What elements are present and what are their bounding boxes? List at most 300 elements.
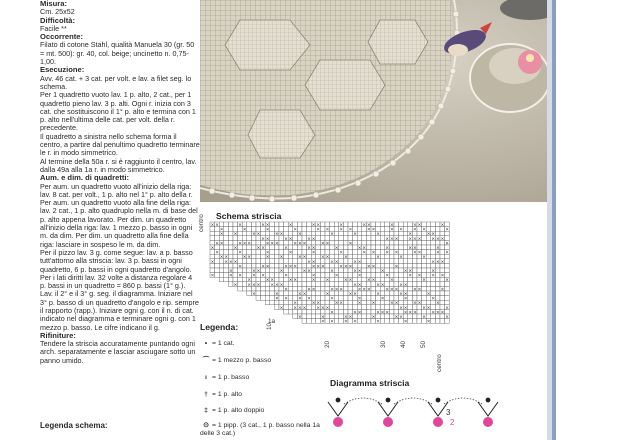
schema-cell <box>215 231 220 236</box>
schema-cell <box>242 286 247 291</box>
schema-filled-mark: × <box>302 241 307 247</box>
schema-filled-mark: × <box>394 236 399 242</box>
schema-cell <box>431 222 436 227</box>
schema-cell <box>380 236 385 241</box>
schema-cell <box>435 291 440 296</box>
schema-cell <box>348 286 353 291</box>
schema-cell <box>270 250 275 255</box>
schema-cell <box>412 277 417 282</box>
schema-cell <box>219 277 224 282</box>
schema-cell <box>219 268 224 273</box>
schema-cell <box>348 250 353 255</box>
schema-cell <box>219 222 224 227</box>
schema-filled-mark: × <box>362 246 367 251</box>
schema-cell <box>256 227 261 232</box>
schema-cell <box>389 309 394 314</box>
diagramma-picot <box>383 417 393 427</box>
schema-filled-mark: × <box>344 255 348 261</box>
schema-filled-mark: × <box>445 227 449 233</box>
schema-filled-mark: × <box>353 319 357 325</box>
schema-row-label-30: 30 <box>380 340 387 348</box>
schema-filled-mark: × <box>265 255 270 261</box>
schema-cell <box>440 245 445 250</box>
schema-cell <box>408 227 413 232</box>
schema-filled-mark: × <box>233 282 238 288</box>
schema-cell <box>366 296 371 301</box>
schema-cell <box>261 291 266 296</box>
schema-cell <box>270 273 275 278</box>
schema-cell <box>316 291 321 296</box>
schema-cell <box>422 250 427 255</box>
schema-cell <box>224 245 229 250</box>
schema-filled-mark: × <box>422 315 426 320</box>
schema-cell <box>293 250 298 255</box>
schema-cell <box>343 305 348 310</box>
schema-filled-mark: × <box>321 264 325 270</box>
schema-cell <box>422 273 427 278</box>
schema-cell <box>389 263 394 268</box>
schema-cell <box>316 254 321 259</box>
schema-cell <box>380 222 385 227</box>
schema-cell <box>343 227 348 232</box>
schema-filled-mark: × <box>339 250 344 256</box>
schema-cell <box>224 250 229 255</box>
schema-filled-mark: × <box>357 287 362 293</box>
schema-filled-mark: × <box>367 223 371 228</box>
schema-filled-mark: × <box>376 319 380 325</box>
schema-filled-mark: × <box>279 232 284 238</box>
schema-cell <box>316 286 321 291</box>
schema-cell <box>380 291 385 296</box>
schema-cell <box>408 286 413 291</box>
schema-filled-mark: × <box>417 273 422 279</box>
schema-cell <box>251 250 256 255</box>
schema-cell <box>247 222 252 227</box>
schema-cell <box>307 319 312 324</box>
dot-icon: • <box>204 340 208 347</box>
schema-cell <box>357 319 362 324</box>
schema-cell <box>302 319 307 324</box>
schema-cell <box>233 268 238 273</box>
schema-cell <box>389 245 394 250</box>
schema-filled-mark: × <box>261 246 265 251</box>
schema-filled-mark: × <box>422 255 426 261</box>
schema-cell <box>297 263 302 268</box>
schema-cell <box>210 231 215 236</box>
schema-cell <box>224 222 229 227</box>
schema-cell <box>422 222 427 227</box>
schema-filled-mark: × <box>293 301 298 307</box>
schema-cell <box>371 240 376 245</box>
schema-cell <box>334 222 339 227</box>
schema-filled-mark: × <box>219 232 224 238</box>
schema-cell <box>348 254 353 259</box>
schema-cell <box>261 231 266 236</box>
schema-cell <box>228 222 233 227</box>
schema-cell <box>408 300 413 305</box>
schema-cell <box>408 222 413 227</box>
schema-cell <box>435 222 440 227</box>
schema-cell <box>426 282 431 287</box>
schema-cell <box>412 282 417 287</box>
schema-filled-mark: × <box>293 305 298 311</box>
schema-cell <box>288 245 293 250</box>
arc-icon: ⌒ <box>202 357 210 364</box>
schema-filled-mark: × <box>279 305 284 311</box>
schema-cell <box>366 300 371 305</box>
schema-filled-mark: × <box>288 236 293 242</box>
schema-cell <box>422 296 427 301</box>
schema-cell <box>284 222 289 227</box>
schema-cell <box>284 309 289 314</box>
schema-cell <box>343 222 348 227</box>
schema-cell <box>422 300 427 305</box>
schema-filled-mark: × <box>413 236 417 242</box>
schema-filled-mark: × <box>219 227 224 233</box>
schema-filled-mark: × <box>215 250 219 256</box>
schema-cell <box>343 291 348 296</box>
schema-cell <box>426 300 431 305</box>
schema-filled-mark: × <box>330 259 334 265</box>
schema-cell <box>435 286 440 291</box>
schema-filled-mark: × <box>371 264 376 270</box>
schema-filled-mark: × <box>325 255 330 261</box>
schema-filled-mark: × <box>445 241 449 247</box>
esecuzione-text-1: Avv. 46 cat. + 3 cat. per volt. e lav. a filet seg. lo schema. <box>40 73 192 91</box>
schema-cell <box>435 319 440 324</box>
schema-cell <box>362 305 367 310</box>
schema-cell <box>316 282 321 287</box>
schema-filled-mark: × <box>426 292 431 297</box>
schema-cell <box>265 291 270 296</box>
schema-filled-mark: × <box>353 292 357 297</box>
schema-cell <box>357 254 362 259</box>
schema-cell <box>431 319 436 324</box>
schema-filled-mark: × <box>417 250 422 256</box>
schema-filled-mark: × <box>334 259 339 265</box>
schema-filled-mark: × <box>330 319 334 325</box>
schema-cell <box>403 231 408 236</box>
schema-cell <box>376 222 381 227</box>
schema-cell <box>426 227 431 232</box>
diagramma-chain-arc <box>344 398 382 404</box>
schema-cell <box>228 231 233 236</box>
schema-filled-mark: × <box>302 305 307 311</box>
schema-filled-mark: × <box>233 259 238 265</box>
schema-filled-mark: × <box>256 246 261 251</box>
schema-filled-mark: × <box>311 236 316 242</box>
schema-cell <box>440 250 445 255</box>
schema-cell <box>426 250 431 255</box>
schema-filled-mark: × <box>403 310 408 316</box>
schema-cell <box>302 277 307 282</box>
schema-cell <box>307 305 312 310</box>
schema-cell <box>330 305 335 310</box>
schema-cell <box>394 296 399 301</box>
rifiniture-text: Tendere la striscia accuratamente puntando ogni arch. separatamente e lasciar asciugare sotto un panno umido. <box>40 339 196 365</box>
schema-cell <box>325 236 330 241</box>
schema-cell <box>366 236 371 241</box>
schema-filled-mark: × <box>339 223 344 228</box>
schema-cell <box>233 277 238 282</box>
schema-cell <box>343 250 348 255</box>
schema-cell <box>417 231 422 236</box>
schema-filled-mark: × <box>325 305 330 311</box>
schema-cell <box>261 296 266 301</box>
schema-cell <box>403 263 408 268</box>
schema-filled-mark: × <box>348 227 353 233</box>
schema-filled-mark: × <box>339 287 344 293</box>
schema-cell <box>302 282 307 287</box>
schema-cell <box>288 273 293 278</box>
schema-filled-mark: × <box>413 227 417 233</box>
schema-filled-mark: × <box>357 246 362 251</box>
schema-cell <box>362 273 367 278</box>
schema-filled-mark: × <box>394 287 399 293</box>
schema-cell <box>362 314 367 319</box>
schema-cell <box>394 222 399 227</box>
schema-filled-mark: × <box>371 250 376 256</box>
schema-filled-mark: × <box>380 282 385 288</box>
schema-filled-mark: × <box>265 223 270 228</box>
schema-cell <box>357 227 362 232</box>
schema-filled-mark: × <box>399 255 403 261</box>
schema-cell <box>389 268 394 273</box>
schema-filled-mark: × <box>339 264 344 270</box>
diagramma-chain-dot <box>436 398 441 403</box>
schema-cell <box>247 250 252 255</box>
schema-cell <box>316 250 321 255</box>
schema-filled-mark: × <box>261 273 265 279</box>
schema-cell <box>408 259 413 264</box>
schema-cell <box>302 222 307 227</box>
schema-cell <box>316 259 321 264</box>
schema-cell <box>431 282 436 287</box>
schema-cell <box>357 236 362 241</box>
schema-filled-mark: × <box>399 315 403 320</box>
schema-cell <box>408 305 413 310</box>
schema-cell <box>412 259 417 264</box>
schema-filled-mark: × <box>440 287 445 293</box>
schema-filled-mark: × <box>265 278 270 284</box>
schema-filled-mark: × <box>316 223 321 228</box>
schema-filled-mark: × <box>298 292 302 297</box>
schema-cell <box>399 240 404 245</box>
schema-filled-mark: × <box>367 278 371 284</box>
schema-cell <box>251 259 256 264</box>
schema-cell <box>431 291 436 296</box>
schema-cell <box>376 305 381 310</box>
schema-filled-mark: × <box>293 227 298 233</box>
schema-filled-mark: × <box>431 310 436 316</box>
schema-filled-mark: × <box>394 301 399 307</box>
schema-filled-mark: × <box>431 232 436 238</box>
schema-cell <box>380 240 385 245</box>
schema-filled-mark: × <box>275 282 279 288</box>
schema-cell <box>279 263 284 268</box>
diagramma-chain-arc <box>444 398 482 404</box>
schema-filled-mark: × <box>284 287 288 293</box>
schema-filled-mark: × <box>261 223 265 228</box>
schema-filled-mark: × <box>376 232 380 238</box>
schema-cell <box>431 254 436 259</box>
rifiniture-heading: Rifiniture: <box>40 330 76 340</box>
schema-cell <box>348 236 353 241</box>
schema-filled-mark: × <box>408 232 413 238</box>
schema-cell <box>265 273 270 278</box>
schema-filled-mark: × <box>399 282 403 288</box>
schema-cell <box>422 286 427 291</box>
schema-cell <box>334 296 339 301</box>
schema-filled-mark: × <box>265 241 270 247</box>
schema-filled-mark: × <box>270 282 275 288</box>
legenda-item-mezzo: ⌒ = 1 mezzo p. basso <box>200 357 271 365</box>
schema-cell <box>334 254 339 259</box>
schema-cell <box>380 245 385 250</box>
schema-cell <box>330 240 335 245</box>
schema-filled-mark: × <box>311 278 316 284</box>
schema-cell <box>288 309 293 314</box>
schema-cell <box>435 231 440 236</box>
doily-photo <box>200 0 550 202</box>
schema-cell <box>426 273 431 278</box>
schema-filled-mark: × <box>403 305 408 311</box>
schema-filled-mark: × <box>436 236 440 242</box>
schema-filled-mark: × <box>413 310 417 316</box>
schema-centro-left: centro <box>198 214 205 232</box>
schema-cell <box>440 282 445 287</box>
schema-filled-mark: × <box>288 264 293 270</box>
schema-cell <box>307 222 312 227</box>
schema-filled-mark: × <box>371 315 376 320</box>
schema-cell <box>247 263 252 268</box>
schema-cell <box>297 268 302 273</box>
schema-cell <box>256 263 261 268</box>
schema-cell <box>288 286 293 291</box>
schema-cell <box>307 277 312 282</box>
schema-cell <box>394 245 399 250</box>
schema-filled-mark: × <box>422 227 426 233</box>
schema-cell <box>357 222 362 227</box>
schema-cell <box>394 309 399 314</box>
schema-cell <box>242 277 247 282</box>
schema-cell <box>274 254 279 259</box>
schema-cell <box>380 259 385 264</box>
schema-cell <box>412 296 417 301</box>
schema-filled-mark: × <box>298 232 302 238</box>
schema-cell <box>219 250 224 255</box>
schema-filled-mark: × <box>242 227 247 233</box>
schema-cell <box>422 240 427 245</box>
schema-cell <box>445 236 450 241</box>
schema-cell <box>389 273 394 278</box>
schema-filled-mark: × <box>385 246 390 251</box>
legenda-item-basso: ı = 1 p. basso <box>200 374 249 382</box>
schema-cell <box>270 263 275 268</box>
schema-filled-mark: × <box>311 301 316 307</box>
schema-cell <box>426 259 431 264</box>
schema-filled-mark: × <box>229 259 233 265</box>
schema-filled-mark: × <box>445 305 449 311</box>
schema-filled-mark: × <box>367 264 371 270</box>
schema-filled-mark: × <box>353 282 357 288</box>
schema-cell <box>219 273 224 278</box>
schema-cell <box>371 291 376 296</box>
schema-filled-mark: × <box>242 241 247 247</box>
schema-filled-mark: × <box>224 259 229 265</box>
schema-cell <box>293 273 298 278</box>
schema-cell <box>293 291 298 296</box>
schema-cell <box>343 300 348 305</box>
schema-cell <box>339 259 344 264</box>
schema-filled-mark: × <box>330 269 334 274</box>
schema-filled-mark: × <box>307 269 311 274</box>
schema-chart <box>196 220 452 380</box>
schema-filled-mark: × <box>353 310 357 316</box>
schema-cell <box>302 300 307 305</box>
schema-cell <box>422 268 427 273</box>
schema-filled-mark: × <box>321 305 325 311</box>
schema-cell <box>417 282 422 287</box>
schema-cell <box>412 268 417 273</box>
schema-cell <box>233 222 238 227</box>
schema-cell <box>362 319 367 324</box>
schema-cell <box>371 296 376 301</box>
schema-filled-mark: × <box>380 296 385 302</box>
schema-cell <box>380 254 385 259</box>
schema-filled-mark: × <box>426 305 431 311</box>
schema-filled-mark: × <box>288 250 293 256</box>
schema-filled-mark: × <box>357 282 362 288</box>
schema-cell <box>320 250 325 255</box>
schema-filled-mark: × <box>371 301 376 307</box>
schema-cell <box>371 259 376 264</box>
doily-photo-drawing <box>200 0 550 202</box>
schema-filled-mark: × <box>307 287 311 293</box>
schema-filled-mark: × <box>426 232 431 238</box>
esecuzione-heading: Esecuzione: <box>40 65 85 75</box>
schema-cell <box>445 222 450 227</box>
schema-cell <box>279 250 284 255</box>
schema-filled-mark: × <box>362 250 367 256</box>
schema-cell <box>385 263 390 268</box>
schema-title: Schema striscia <box>216 211 282 221</box>
schema-cell <box>284 259 289 264</box>
schema-filled-mark: × <box>422 278 426 284</box>
schema-cell <box>274 277 279 282</box>
schema-cell <box>247 236 252 241</box>
schema-cell <box>348 259 353 264</box>
schema-cell <box>376 240 381 245</box>
schema-cell <box>403 250 408 255</box>
schema-cell <box>435 273 440 278</box>
schema-filled-mark: × <box>302 292 307 297</box>
schema-cell <box>445 300 450 305</box>
schema-cell <box>394 277 399 282</box>
schema-cell <box>431 250 436 255</box>
schema-filled-mark: × <box>265 250 270 256</box>
schema-cell <box>403 259 408 264</box>
schema-cell <box>288 300 293 305</box>
schema-cell <box>366 240 371 245</box>
schema-cell <box>376 273 381 278</box>
schema-cell <box>242 263 247 268</box>
schema-cell <box>265 286 270 291</box>
schema-cell <box>445 263 450 268</box>
schema-cell <box>403 254 408 259</box>
schema-cell <box>445 268 450 273</box>
schema-cell <box>233 254 238 259</box>
